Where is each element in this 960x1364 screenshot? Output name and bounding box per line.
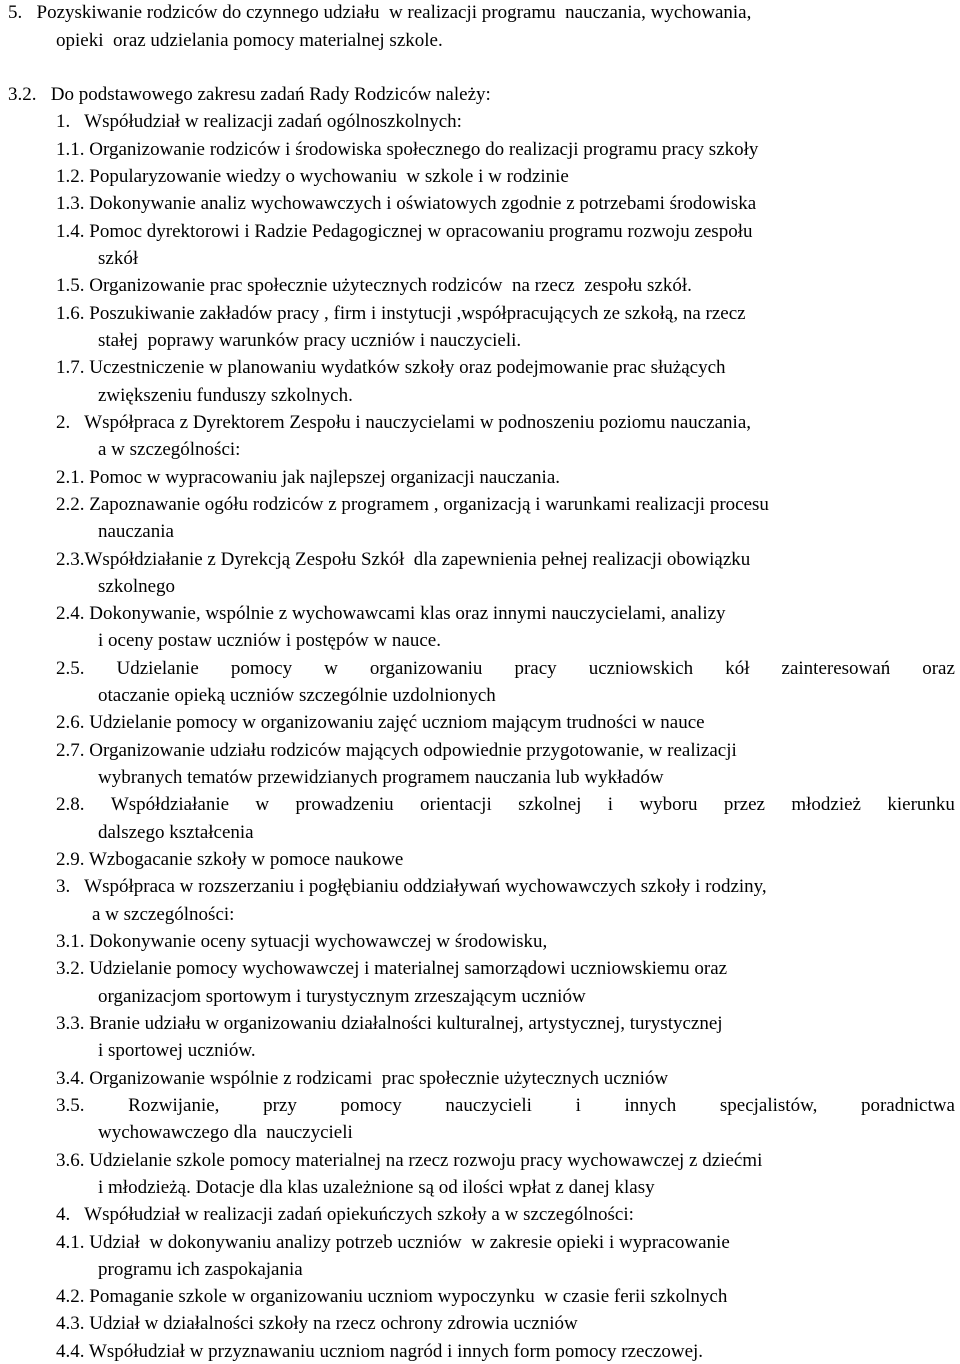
document-line: wybranych tematów przewidzianych programem nauczania lub wykładów [98,767,664,788]
document-line: 3.3. Branie udziału w organizowaniu działalności kulturalnej, artystycznej, turystycznej [56,1013,723,1034]
document-line: 2.2. Zapoznawanie ogółu rodziców z programem , organizacją i warunkami realizacji procesu [56,494,769,515]
document-line: i oceny postaw uczniów i postępów w nauce. [98,630,441,651]
document-line: wychowawczego dla nauczycieli [98,1122,353,1143]
document-line: organizacjom sportowym i turystycznym zrzeszającym uczniów [98,986,586,1007]
document-line: szkolnego [98,576,176,597]
document-line: 3.4. Organizowanie wspólnie z rodzicami prac społecznie użytecznych uczniów [56,1068,669,1089]
document-line: 3.2. Udzielanie pomocy wychowawczej i materialnej samorządowi uczniowskiemu oraz [56,958,728,979]
document-line: 2.6. Udzielanie pomocy w organizowaniu zajęć uczniom mającym trudności w nauce [56,712,705,733]
document-line: 1.1. Organizowanie rodziców i środowiska społecznego do realizacji programu pracy szkoły [56,139,759,160]
document-line: 4.3. Udział w działalności szkoły na rzecz ochrony zdrowia uczniów [56,1313,578,1334]
document-line: 2.9. Wzbogacanie szkoły w pomoce naukowe [56,849,404,870]
document-line: 4.4. Współudział w przyznawaniu uczniom nagród i innych form pomocy rzeczowej. [56,1341,704,1362]
document-line: 4.1. Udział w dokonywaniu analizy potrzeb uczniów w zakresie opieki i wypracowanie [56,1232,730,1253]
document-line: a w szczególności: [98,439,241,460]
document-line: nauczania [98,521,174,542]
document-line: 1.4. Pomoc dyrektorowi i Radzie Pedagogicznej w opracowaniu programu rozwoju zespołu [56,221,753,242]
document-line: a w szczególności: [92,904,235,925]
document-line: stałej poprawy warunków pracy uczniów i nauczycieli. [98,330,522,351]
document-line: 3.1. Dokonywanie oceny sytuacji wychowawczej w środowisku, [56,931,548,952]
document-line: szkół [98,248,139,269]
document-line: 1.5. Organizowanie prac społecznie użytecznych rodziców na rzecz zespołu szkół. [56,275,692,296]
document-line: 1.3. Dokonywanie analiz wychowawczych i oświatowych zgodnie z potrzebami środowiska [56,193,757,214]
document-line: 2. Współpraca z Dyrektorem Zespołu i nauczycielami w podnoszeniu poziomu nauczania, [56,412,752,433]
document-line: 2.3.Współdziałanie z Dyrekcją Zespołu Szkół dla zapewnienia pełnej realizacji obowiązku [56,549,751,570]
document-line: 5. Pozyskiwanie rodziców do czynnego udziału w realizacji programu nauczania, wychowania, [8,2,752,23]
document-line: dalszego kształcenia [98,822,254,843]
document-line: zwiększeniu funduszy szkolnych. [98,385,353,406]
document-line: i młodzieżą. Dotacje dla klas uzależnione są od ilości wpłat z danej klasy [98,1177,655,1198]
document-line: 3. Współpraca w rozszerzaniu i pogłębianiu oddziaływań wychowawczych szkoły i rodziny, [56,876,767,897]
document-line: 1.6. Poszukiwanie zakładów pracy , firm i instytucji ,współpracujących ze szkołą, na rzecz [56,303,746,324]
document-line: 3.6. Udzielanie szkole pomocy materialnej na rzecz rozwoju pracy wychowawczej z dziećmi [56,1150,763,1171]
document-line: programu ich zaspokajania [98,1259,303,1280]
document-line: 4.2. Pomaganie szkole w organizowaniu uczniom wypoczynku w czasie ferii szkolnych [56,1286,728,1307]
document-line: 1.7. Uczestniczenie w planowaniu wydatków szkoły oraz podejmowanie prac służących [56,357,726,378]
document-line: 1. Współudział w realizacji zadań ogólnoszkolnych: [56,111,462,132]
document-line: i sportowej uczniów. [98,1040,256,1061]
document-line: otaczanie opieką uczniów szczególnie uzdolnionych [98,685,496,706]
document-line: opieki oraz udzielania pomocy materialnej szkole. [56,30,443,51]
document-line: 2.5. Udzielanie pomocy w organizowaniu pracy uczniowskich kół zainteresowań oraz [56,658,955,679]
document-line: 2.4. Dokonywanie, wspólnie z wychowawcami klas oraz innymi nauczycielami, analizy [56,603,726,624]
document-line: 3.5. Rozwijanie, przy pomocy nauczycieli i innych specjalistów, poradnictwa [56,1095,955,1116]
document-line: 2.7. Organizowanie udziału rodziców mających odpowiednie przygotowanie, w realizacji [56,740,737,761]
document-line: 1.2. Popularyzowanie wiedzy o wychowaniu w szkole i w rodzinie [56,166,569,187]
document-line: 4. Współudział w realizacji zadań opiekuńczych szkoły a w szczególności: [56,1204,634,1225]
document-line: 2.8. Współdziałanie w prowadzeniu orientacji szkolnej i wyboru przez młodzież kierunku [56,794,955,815]
document-line: 3.2. Do podstawowego zakresu zadań Rady Rodziców należy: [8,84,491,105]
document-line: 2.1. Pomoc w wypracowaniu jak najlepszej organizacji nauczania. [56,467,561,488]
